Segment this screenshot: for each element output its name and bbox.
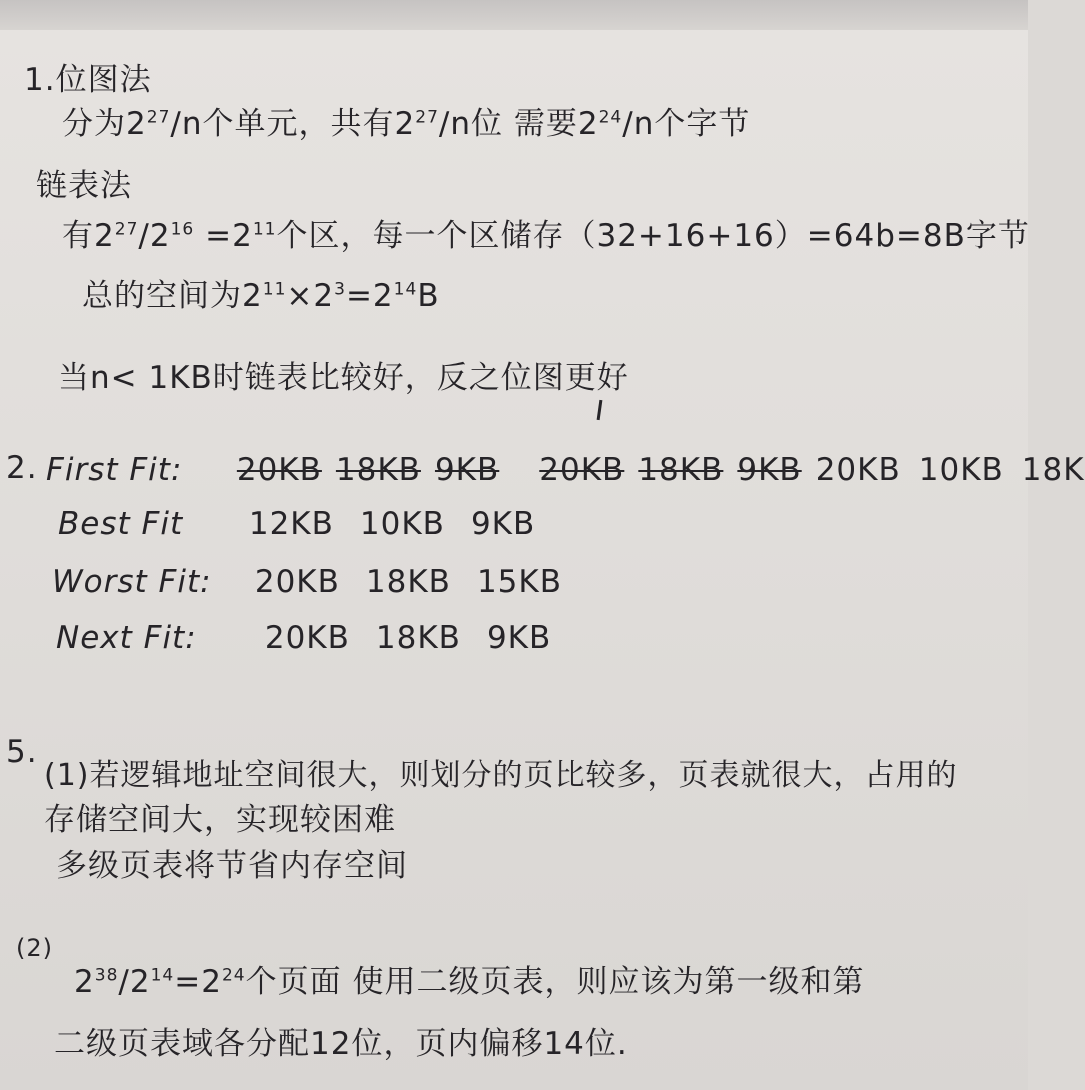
- q5-part1-line2: 存储空间大，实现较困难: [44, 802, 396, 838]
- linked-list-heading: 链表法: [36, 168, 132, 204]
- first-fit-struck-3: 9KB: [434, 452, 500, 488]
- worst-fit-label: Worst Fit:: [52, 564, 212, 600]
- best-fit-value-2: 10KB: [359, 506, 445, 542]
- next-fit-value-2: 18KB: [375, 620, 461, 656]
- first-fit-struck-1: 20KB: [236, 452, 322, 488]
- q5-part1-line3: 多级页表将节省内存空间: [56, 848, 408, 884]
- best-fit-label: Best Fit: [58, 506, 184, 542]
- best-fit-value-1: 12KB: [248, 506, 334, 542]
- first-fit-value-2: 10KB: [918, 452, 1004, 488]
- q5-part2-line1: $2^{38}/2^{14}=2^{24}$个页面 使用二级页表，则应该为第一级和第: [74, 964, 865, 1000]
- first-fit-value-1: 20KB: [815, 452, 901, 488]
- q5-number: 5.: [6, 734, 38, 770]
- notebook-page: [0, 30, 1028, 1090]
- q5-part2-label: (2): [16, 934, 53, 962]
- bitmap-line: 分为$2^{27}/n$个单元，共有$2^{27}/n$位 需要$2^{24}/n$个字节: [62, 106, 751, 142]
- q1-conclusion: 当n< 1KB时链表比较好，反之位图更好: [58, 360, 629, 396]
- first-fit-label: First Fit:: [46, 452, 183, 488]
- first-fit-struck-5: 18KB: [638, 452, 724, 488]
- linked-list-line-1: 有$2^{27}/2^{16} =2^{11}$个区，每一个区储存（32+16+16）=64b=8B字节: [62, 218, 1030, 254]
- worst-fit-value-1: 20KB: [254, 564, 340, 600]
- next-fit-value-1: 20KB: [264, 620, 350, 656]
- worst-fit-row: [52, 562, 588, 602]
- worst-fit-value-3: 15KB: [476, 564, 562, 600]
- first-fit-struck-2: 18KB: [335, 452, 421, 488]
- best-fit-value-3: 9KB: [470, 506, 536, 542]
- next-fit-value-3: 9KB: [486, 620, 552, 656]
- scan-top-edge: [0, 0, 1028, 30]
- best-fit-row: [58, 504, 561, 544]
- first-fit-struck-4: 20KB: [539, 452, 625, 488]
- next-fit-label: Next Fit:: [56, 620, 197, 656]
- first-fit-row: [46, 450, 1085, 490]
- first-fit-value-3: 18K: [1021, 452, 1085, 488]
- q5-part1-line1: (1)若逻辑地址空间很大，则划分的页比较多，页表就很大，占用的: [44, 758, 958, 793]
- first-fit-struck-6: 9KB: [737, 452, 802, 488]
- q2-number: 2.: [6, 450, 38, 486]
- q5-part2-line2: 二级页表域各分配12位，页内偏移14位.: [54, 1026, 628, 1062]
- worst-fit-value-2: 18KB: [365, 564, 451, 600]
- q1-heading: 1.位图法: [24, 62, 152, 98]
- next-fit-row: [56, 618, 577, 658]
- linked-list-line-2: 总的空间为$2^{11}\times 2^3=2^{14}B$: [82, 278, 440, 314]
